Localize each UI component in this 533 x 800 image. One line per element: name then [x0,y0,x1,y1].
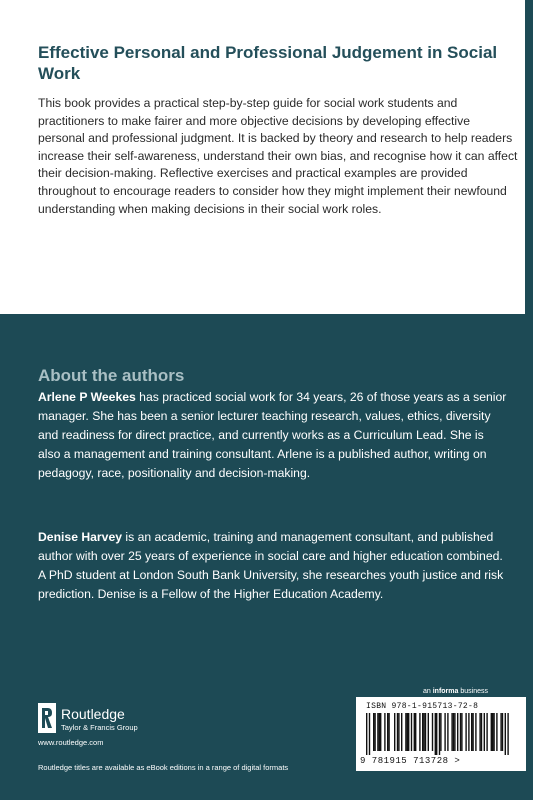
barcode-bar [486,713,487,751]
barcode-bar [398,713,399,751]
barcode-bar [415,713,416,751]
barcode-bar [405,713,406,751]
barcode-bars [366,713,516,755]
author-bio-2 [38,528,508,604]
barcode-bar [425,713,426,751]
barcode-bar [436,713,437,755]
author-bio-1 [38,388,508,483]
barcode-bar [454,713,455,751]
barcode-bar [475,713,476,751]
barcode-bar [502,713,503,751]
barcode-bar [447,713,448,751]
barcode-bar [479,713,480,751]
barcode-bar [468,713,469,751]
informa-business-label [423,687,488,696]
author-bio-text-2: is an academic, training and management consultant, and published author with over 25 years of experience in social care and higher education combined. A PhD student at London South Bank University, she researches youth justice and risk prediction. Denise is a Fellow of the Higher Education Academy. [38,530,504,601]
author-bio-text-1: has practiced social work for 34 years, 26 of those years as a senior manager. She has been a senior lecturer teaching research, values, ethics, diversity and readiness for direct practice, and currently works as a Curriculum Lead. She is also a management and training consultant. Arlene is a published author, writing on pedagogy, race, positionality and decision-making. [38,390,507,480]
edge-strip [525,0,533,314]
barcode-bar [369,713,370,755]
barcode-bar [428,713,429,751]
barcode-bar [414,713,415,751]
routledge-logo-icon [38,703,56,733]
barcode-bar [423,713,424,751]
barcode-bar [384,713,385,751]
barcode-bar [465,713,466,751]
barcode-bar [440,713,441,751]
barcode-bar [500,713,501,751]
author-name-1: Arlene P Weekes [38,390,136,404]
ebook-note: Routledge titles are available as eBook editions in a range of digital formats [38,763,289,772]
barcode-bar [411,713,412,751]
barcode-bar [377,713,378,751]
barcode-bar [366,713,367,755]
barcode-bar [439,713,440,755]
about-authors-heading: About the authors [38,366,185,385]
barcode-bar [451,713,452,751]
barcode-bar [460,713,461,751]
informa-suffix: business [458,688,488,695]
informa-prefix: an [423,688,433,695]
barcode-bar [492,713,493,751]
barcode-bar [507,713,508,755]
barcode-bar [373,713,374,751]
barcode-bar [493,713,494,751]
barcode-bar [408,713,409,751]
barcode-bar [496,713,497,751]
author-name-2: Denise Harvey [38,530,123,544]
publisher-name: Routledge [61,706,125,722]
barcode-box [356,697,526,771]
barcode-bar [457,713,458,751]
barcode-bar [374,713,375,751]
barcode-bar [422,713,423,751]
barcode-bar [461,713,462,751]
informa-brand: informa [432,688,459,695]
barcode-bar [491,713,492,751]
barcode-bar [481,713,482,751]
barcode-bar [435,713,436,755]
barcode-bar [394,713,395,751]
barcode-bar [379,713,380,751]
barcode-bar [380,713,381,751]
barcode-bar [419,713,420,751]
barcode-bar [505,713,506,755]
barcode-bar [444,713,445,751]
barcode-bar [453,713,454,751]
barcode-bar [401,713,402,751]
barcode-bar [432,713,433,751]
barcode-bar [407,713,408,751]
publisher-subtitle: Taylor & Francis Group [61,723,138,732]
barcode-bar [397,713,398,751]
barcode-bar [388,713,389,751]
barcode-digits: 9 781915 713728 > [360,756,461,766]
isbn-label: ISBN 978-1-915713-72-8 [366,702,479,711]
barcode-bar [471,713,472,751]
barcode-bar [387,713,388,751]
barcode-bar [472,713,473,751]
book-title: Effective Personal and Professional Judgement in Social Work [38,43,498,83]
book-blurb: This book provides a practical step-by-step guide for social work students and practitioners to make fairer and more objective decisions by developing effective personal and professional judgment. It is backed by theory and research to help readers increase their self-awareness, understand their own bias, and recognise how it can affect their decision-making. Reflective exercises and practical examples are provided throughout to encourage readers to consider how they might implement their newfound understanding when making decisions in their social work roles. [38,96,518,216]
publisher-website: www.routledge.com [38,738,104,747]
barcode-bar [484,713,485,751]
